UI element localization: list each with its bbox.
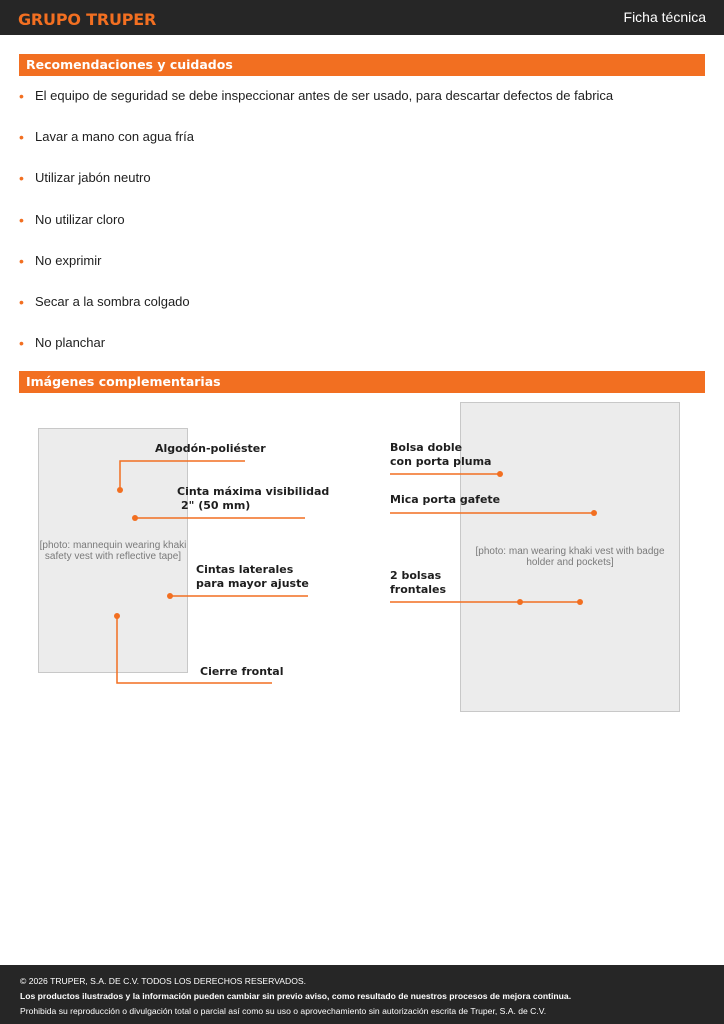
bullet-icon: • — [19, 170, 24, 187]
callout-reflective-tape: Cinta máxima visibilidad 2" (50 mm) — [177, 485, 330, 512]
vest-model-figure — [380, 400, 690, 715]
callout-lines — [30, 420, 320, 695]
footer-notice: Los productos ilustrados y la información pueden cambiar sin previo aviso, como resultado de nuestros procesos de mejora continua. — [20, 991, 572, 1001]
bullet-icon: • — [19, 335, 24, 352]
list-item-text: No exprimir — [35, 252, 102, 268]
list-item-text: Utilizar jabón neutro — [35, 170, 151, 186]
list-item-text: El equipo de seguridad se debe inspeccionar antes de ser usado, para descartar defectos de fabrica — [35, 88, 614, 103]
vest-mannequin-photo: [photo: mannequin wearing khaki safety vest with reflective tape] — [38, 428, 188, 673]
list-item — [19, 290, 705, 331]
callout-material: Algodón-poliéster — [155, 442, 266, 455]
list-item — [19, 84, 705, 125]
list-item — [19, 125, 705, 166]
footer — [0, 965, 724, 1024]
complementary-images-section-title: Imágenes complementarias — [19, 371, 705, 393]
brand-logo: GRUPO TRUPER — [18, 10, 157, 29]
list-item-text: Lavar a mano con agua fría — [35, 129, 194, 145]
callout-badge-holder: Mica porta gafete — [390, 493, 501, 506]
list-item-text: No planchar — [35, 335, 106, 351]
list-item — [19, 249, 705, 290]
vest-mannequin-figure — [30, 420, 330, 695]
list-item — [19, 208, 705, 249]
list-item-text: No utilizar cloro — [35, 211, 125, 227]
list-item — [19, 331, 705, 372]
bullet-icon: • — [19, 129, 24, 146]
document-type-label: Ficha técnica — [623, 9, 706, 25]
bullet-icon: • — [19, 252, 24, 269]
bullet-icon: • — [19, 293, 24, 310]
bullet-icon: • — [19, 88, 24, 104]
header-bar — [0, 0, 724, 35]
callout-side-straps: Cintas laterales para mayor ajuste — [196, 563, 309, 590]
recommendations-list — [19, 84, 705, 372]
callout-double-pocket: Bolsa doble con porta pluma — [390, 441, 492, 468]
footer-copyright: © 2026 TRUPER, S.A. DE C.V. TODOS LOS DERECHOS RESERVADOS. — [20, 976, 307, 986]
list-item — [19, 166, 705, 207]
footer-legal: Prohibida su reproducción o divulgación total o parcial así como su uso o aprovechamiento sin autorización escrita de Truper, S.A. de C.V. — [20, 1006, 547, 1016]
vest-model-photo: [photo: man wearing khaki vest with badge holder and pockets] — [460, 402, 680, 712]
bullet-icon: • — [19, 211, 24, 228]
recommendations-section-title: Recomendaciones y cuidados — [19, 54, 705, 76]
callout-front-closure: Cierre frontal — [200, 665, 284, 678]
callout-front-pockets: 2 bolsas frontales — [390, 569, 447, 596]
list-item-text: Secar a la sombra colgado — [35, 293, 190, 309]
